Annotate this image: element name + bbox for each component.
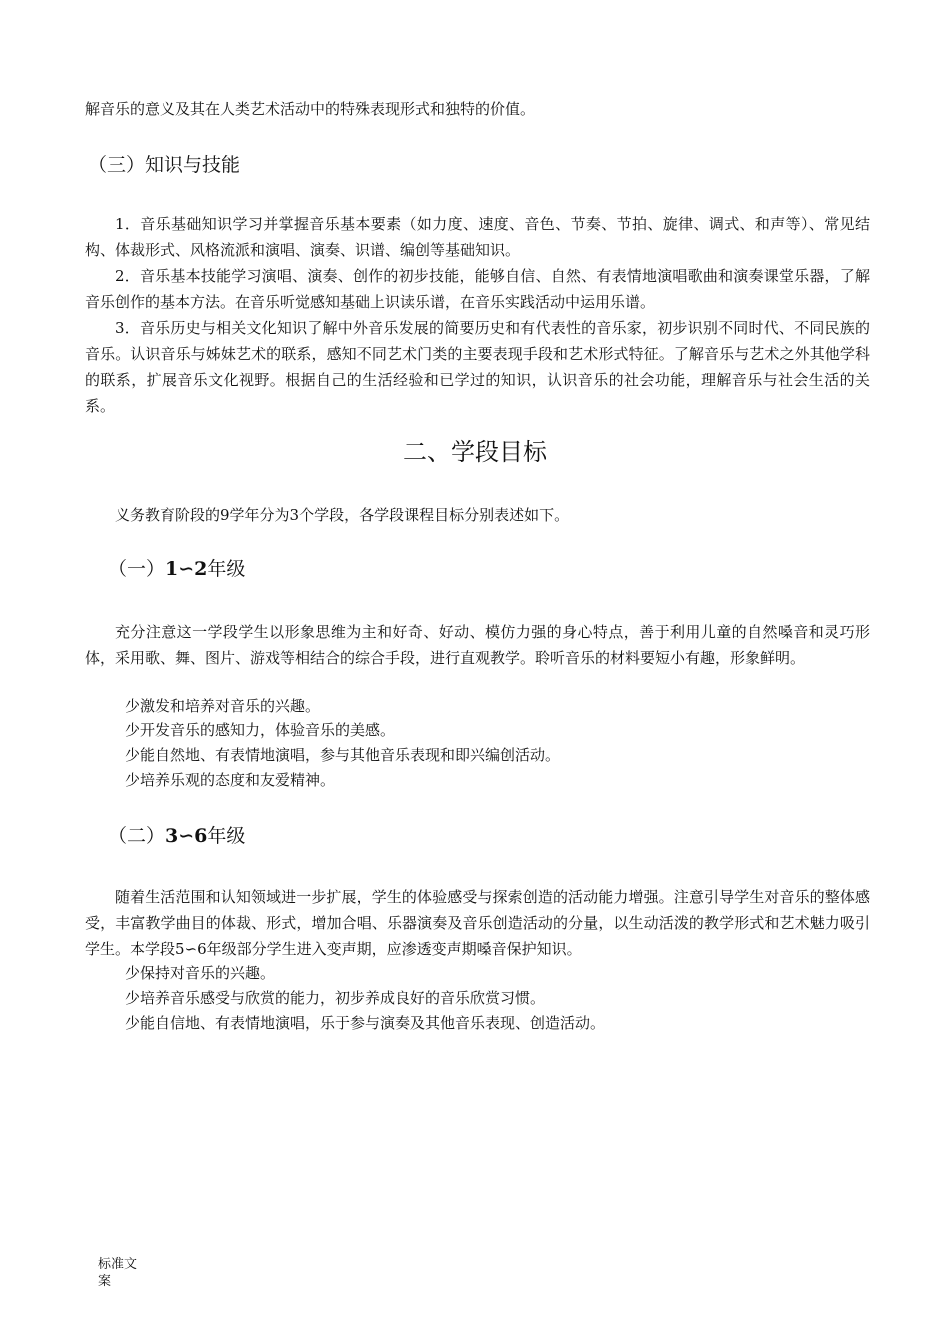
stage2-bullet-3: 少能自信地、有表情地演唱，乐于参与演奏及其他音乐表现、创造活动。 <box>125 1014 606 1032</box>
stage1-heading-prefix: （一） <box>108 558 166 580</box>
stage1-bullet-2: 少开发音乐的感知力，体验音乐的美感。 <box>125 721 396 739</box>
stage1-bullet-3: 少能自然地、有表情地演唱，参与其他音乐表现和即兴编创活动。 <box>125 746 561 764</box>
footer-label: 标准文案 <box>98 1257 138 1289</box>
chapter-stage-goals-heading: 二、学段目标 <box>403 438 547 466</box>
stage2-bullet-2: 少培养音乐感受与欣赏的能力，初步养成良好的音乐欣赏习惯。 <box>125 989 546 1007</box>
stage2-heading <box>108 823 245 849</box>
stage2-paragraph: 随着生活范围和认知领域进一步扩展，学生的体验感受与探索创造的活动能力增强。注意引导学生对音乐的整体感受，丰富教学曲目的体裁、形式，增加合唱、乐器演奏及音乐创造活动的分量，以生动活泼的教学形式和艺术魅力吸引学生。本学段5∽6年级部分学生进入变声期，应渗透变声期嗓音保护知识。 <box>85 888 870 958</box>
stage2-heading-grades: 3∽6 <box>165 825 208 847</box>
stage1-heading-suffix: 年级 <box>207 558 246 580</box>
knowledge-item-2: 2．音乐基本技能学习演唱、演奏、创作的初步技能，能够自信、自然、有表情地演唱歌曲和演奏课堂乐器，了解音乐创作的基本方法。在音乐听觉感知基础上识读乐谱，在音乐实践活动中运用乐谱。 <box>85 267 870 311</box>
stage1-heading-grades: 1∽2 <box>165 558 208 580</box>
knowledge-item-1: 1．音乐基础知识学习并掌握音乐基本要素（如力度、速度、音色、节奏、节拍、旋律、调式、和声等）、常见结构、体裁形式、风格流派和演唱、演奏、识谱、编创等基础知识。 <box>85 215 870 259</box>
stage1-bullet-4: 少培养乐观的态度和友爱精神。 <box>125 771 336 789</box>
stage2-heading-prefix: （二） <box>108 825 166 847</box>
stage2-heading-suffix: 年级 <box>207 825 246 847</box>
stage1-bullet-1: 少激发和培养对音乐的兴趣。 <box>125 697 321 715</box>
chapter-intro-paragraph: 义务教育阶段的9学年分为3个学段，各学段课程目标分别表述如下。 <box>115 506 570 524</box>
stage1-heading <box>108 556 245 582</box>
intro-tail-paragraph: 解音乐的意义及其在人类艺术活动中的特殊表现形式和独特的价值。 <box>85 100 536 118</box>
knowledge-item-3: 3．音乐历史与相关文化知识了解中外音乐发展的简要历史和有代表性的音乐家，初步识别不同时代、不同民族的音乐。认识音乐与姊妹艺术的联系，感知不同艺术门类的主要表现手段和艺术形式特征。了解音乐与艺术之外其他学科的联系，扩展音乐文化视野。根据自己的生活经验和已学过的知识，认识音乐的社会功能，理解音乐与社会生活的关系。 <box>85 319 870 415</box>
section-knowledge-skills-heading: （三）知识与技能 <box>88 154 241 176</box>
stage1-paragraph: 充分注意这一学段学生以形象思维为主和好奇、好动、模仿力强的身心特点，善于利用儿童的自然嗓音和灵巧形体，采用歌、舞、图片、游戏等相结合的综合手段，进行直观教学。聆听音乐的材料要短小有趣，形象鲜明。 <box>85 623 870 667</box>
stage2-bullet-1: 少保持对音乐的兴趣。 <box>125 964 276 982</box>
